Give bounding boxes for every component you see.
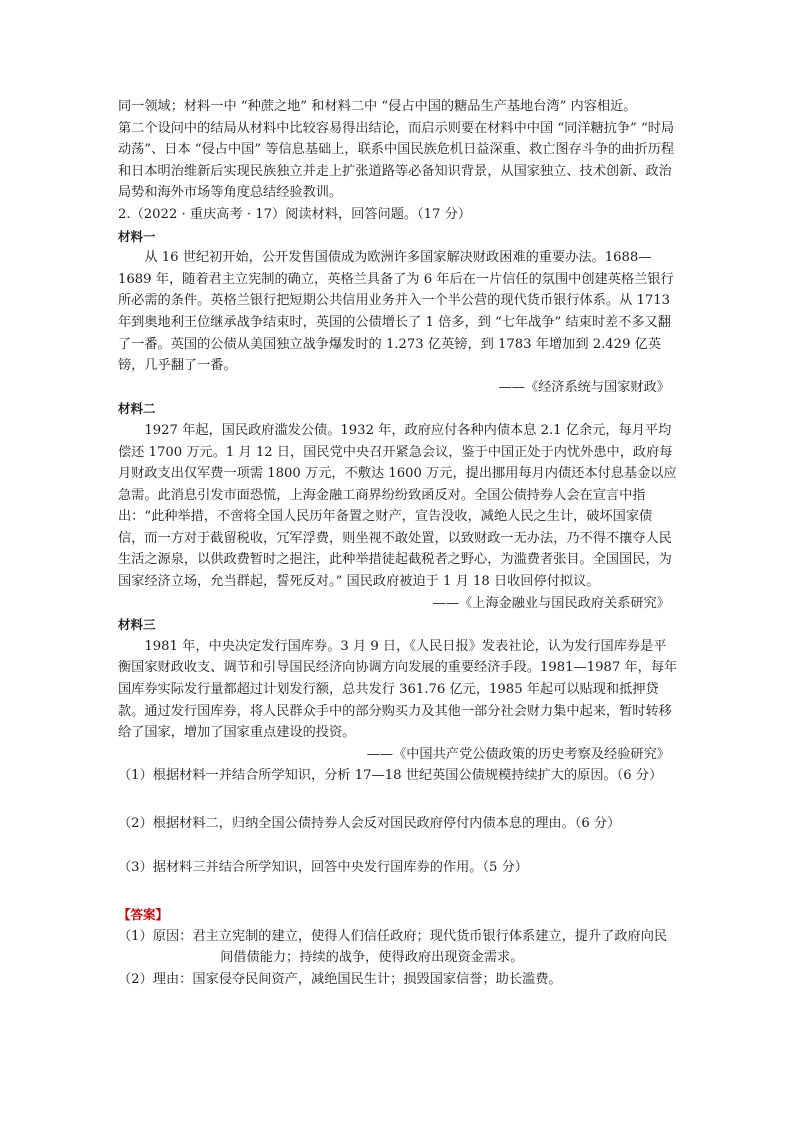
answer-label: 【答案】 (118, 907, 169, 923)
material-3-label: 材料三 (118, 617, 156, 633)
material-1-label: 材料一 (118, 228, 156, 244)
answer-item-2-text: 理由：国家侵夺民间资产，减绝国民生计；损毁国家信誉；助长滥费。 (152, 971, 562, 987)
subquestion-2: （2）根据材料二，归纳全国公债持券人会反对国民政府停付内债本息的理由。（6 分） (118, 816, 621, 831)
material-2-source: ——《上海金融业与国民政府关系研究》 (432, 595, 670, 611)
answer-item-1 (118, 926, 678, 969)
material-1-source: ——《经济系统与国家财政》 (498, 379, 670, 395)
answer-item-1-text: 原因：君主立宪制的建立，使得人们信任政府；现代货币银行体系建立，提升了政府向民间借债能力；持续的战争，使得政府出现资金需求。 (152, 928, 668, 966)
answer-item-2-number: （2） (118, 971, 153, 987)
material-3-source: ——《中国共产党公债政策的历史考察及经验研究》 (366, 746, 670, 762)
subquestion-3: （3）据材料三并结合所学知识，回答中央发行国库券的作用。（5 分） (118, 859, 528, 875)
answer-item-1-number: （1） (118, 928, 153, 944)
material-2-text: 1927 年起，国民政府滥发公债。1932 年，政府应付各种内债本息 2.1 亿余元，每月平均偿还 1700 万元。1 月 12 日，国民党中央召开紧急会议，鉴于中国正处于内忧外患中，政府每月财政支出仅军费一项需 1800 万元，不敷达 1600 万元，提出挪用每月内债还本付息基金以应急需。此消息引发市面恐慌，上海金融工商界纷纷致函反对。全国公债持券人会在宣言中指出：“此种举措，不啻将全国人民历年备置之财产，宣告没收，减绝人民之生计，破坏国家债信，而一方对于截留税收，冗军浮费，则坐视不敢处置，以致财政一无办法，乃不得不攘夺人民生活之源泉，以供政费暂时之挹注，此种举措徒起截税者之野心，为滥费者张目。全国国民，为国家经济立场，允当群起，誓死反对。” 国民政府被迫于 1 月 18 日收回停付拟议。 (118, 422, 677, 590)
intro-paragraph-2: 第二个设问中的结局从材料中比较容易得出结论，而启示则要在材料中中国 “同洋糖抗争” “时局动荡”、日本 “侵占中国” 等信息基础上，联系中国民族危机日益深重、救亡图存斗争的曲折历程和日本明治维新后实现民族独立并走上扩张道路等必备知识背景，从国家独立、技术创新、政治局势和海外市场等角度总结经验教训。 (118, 120, 675, 201)
intro-paragraph-1: 同一领域；材料一中 “种蔗之地” 和材料二中 “侵占中国的糖品生产基地台湾” 内容相近。 (118, 99, 637, 114)
material-3-text: 1981 年，中央决定发行国库券。3 月 9 日，《人民日报》发表社论，认为发行国库券是平衡国家财政收支、调节和引导国民经济向协调方向发展的重要经济手段。1981—1987 年，每年国库券实际发行量都超过计划发行额，总共发行 361.76 亿元，1985 年起可以贴现和抵押贷款。通过发行国库券，将人民群众手中的部分购买力及其他一部分社会财力集中起来，暂时转移给了国家，增加了国家重点建设的投资。 (118, 638, 678, 741)
document-page (118, 96, 678, 991)
question-heading: 2.（2022 · 重庆高考 · 17）阅读材料，回答问题。（17 分） (118, 206, 472, 222)
material-2-label: 材料二 (118, 401, 156, 417)
subquestion-1: （1）根据材料一并结合所学知识，分析 17—18 世纪英国公债规模持续扩大的原因。（6 分） (118, 768, 663, 784)
answer-item-2 (118, 969, 678, 991)
material-1-text: 从 16 世纪初开始，公开发售国债成为欧洲许多国家解决财政困难的重要办法。1688—1689 年，随着君主立宪制的确立，英格兰具备了为 6 年后在一片信任的氛围中创建英格兰银行所必需的条件。英格兰银行把短期公共信用业务并入一个半公营的现代货币银行体系。从 1713 年到奥地利王位继承战争结束时，英国的公债增长了 1 倍多，到 “七年战争” 结束时差不多又翻了一番。英国的公债从美国独立战争爆发时的 1.273 亿英镑，到 1783 年增加到 2.429 亿英镑，几乎翻了一番。 (118, 250, 674, 374)
